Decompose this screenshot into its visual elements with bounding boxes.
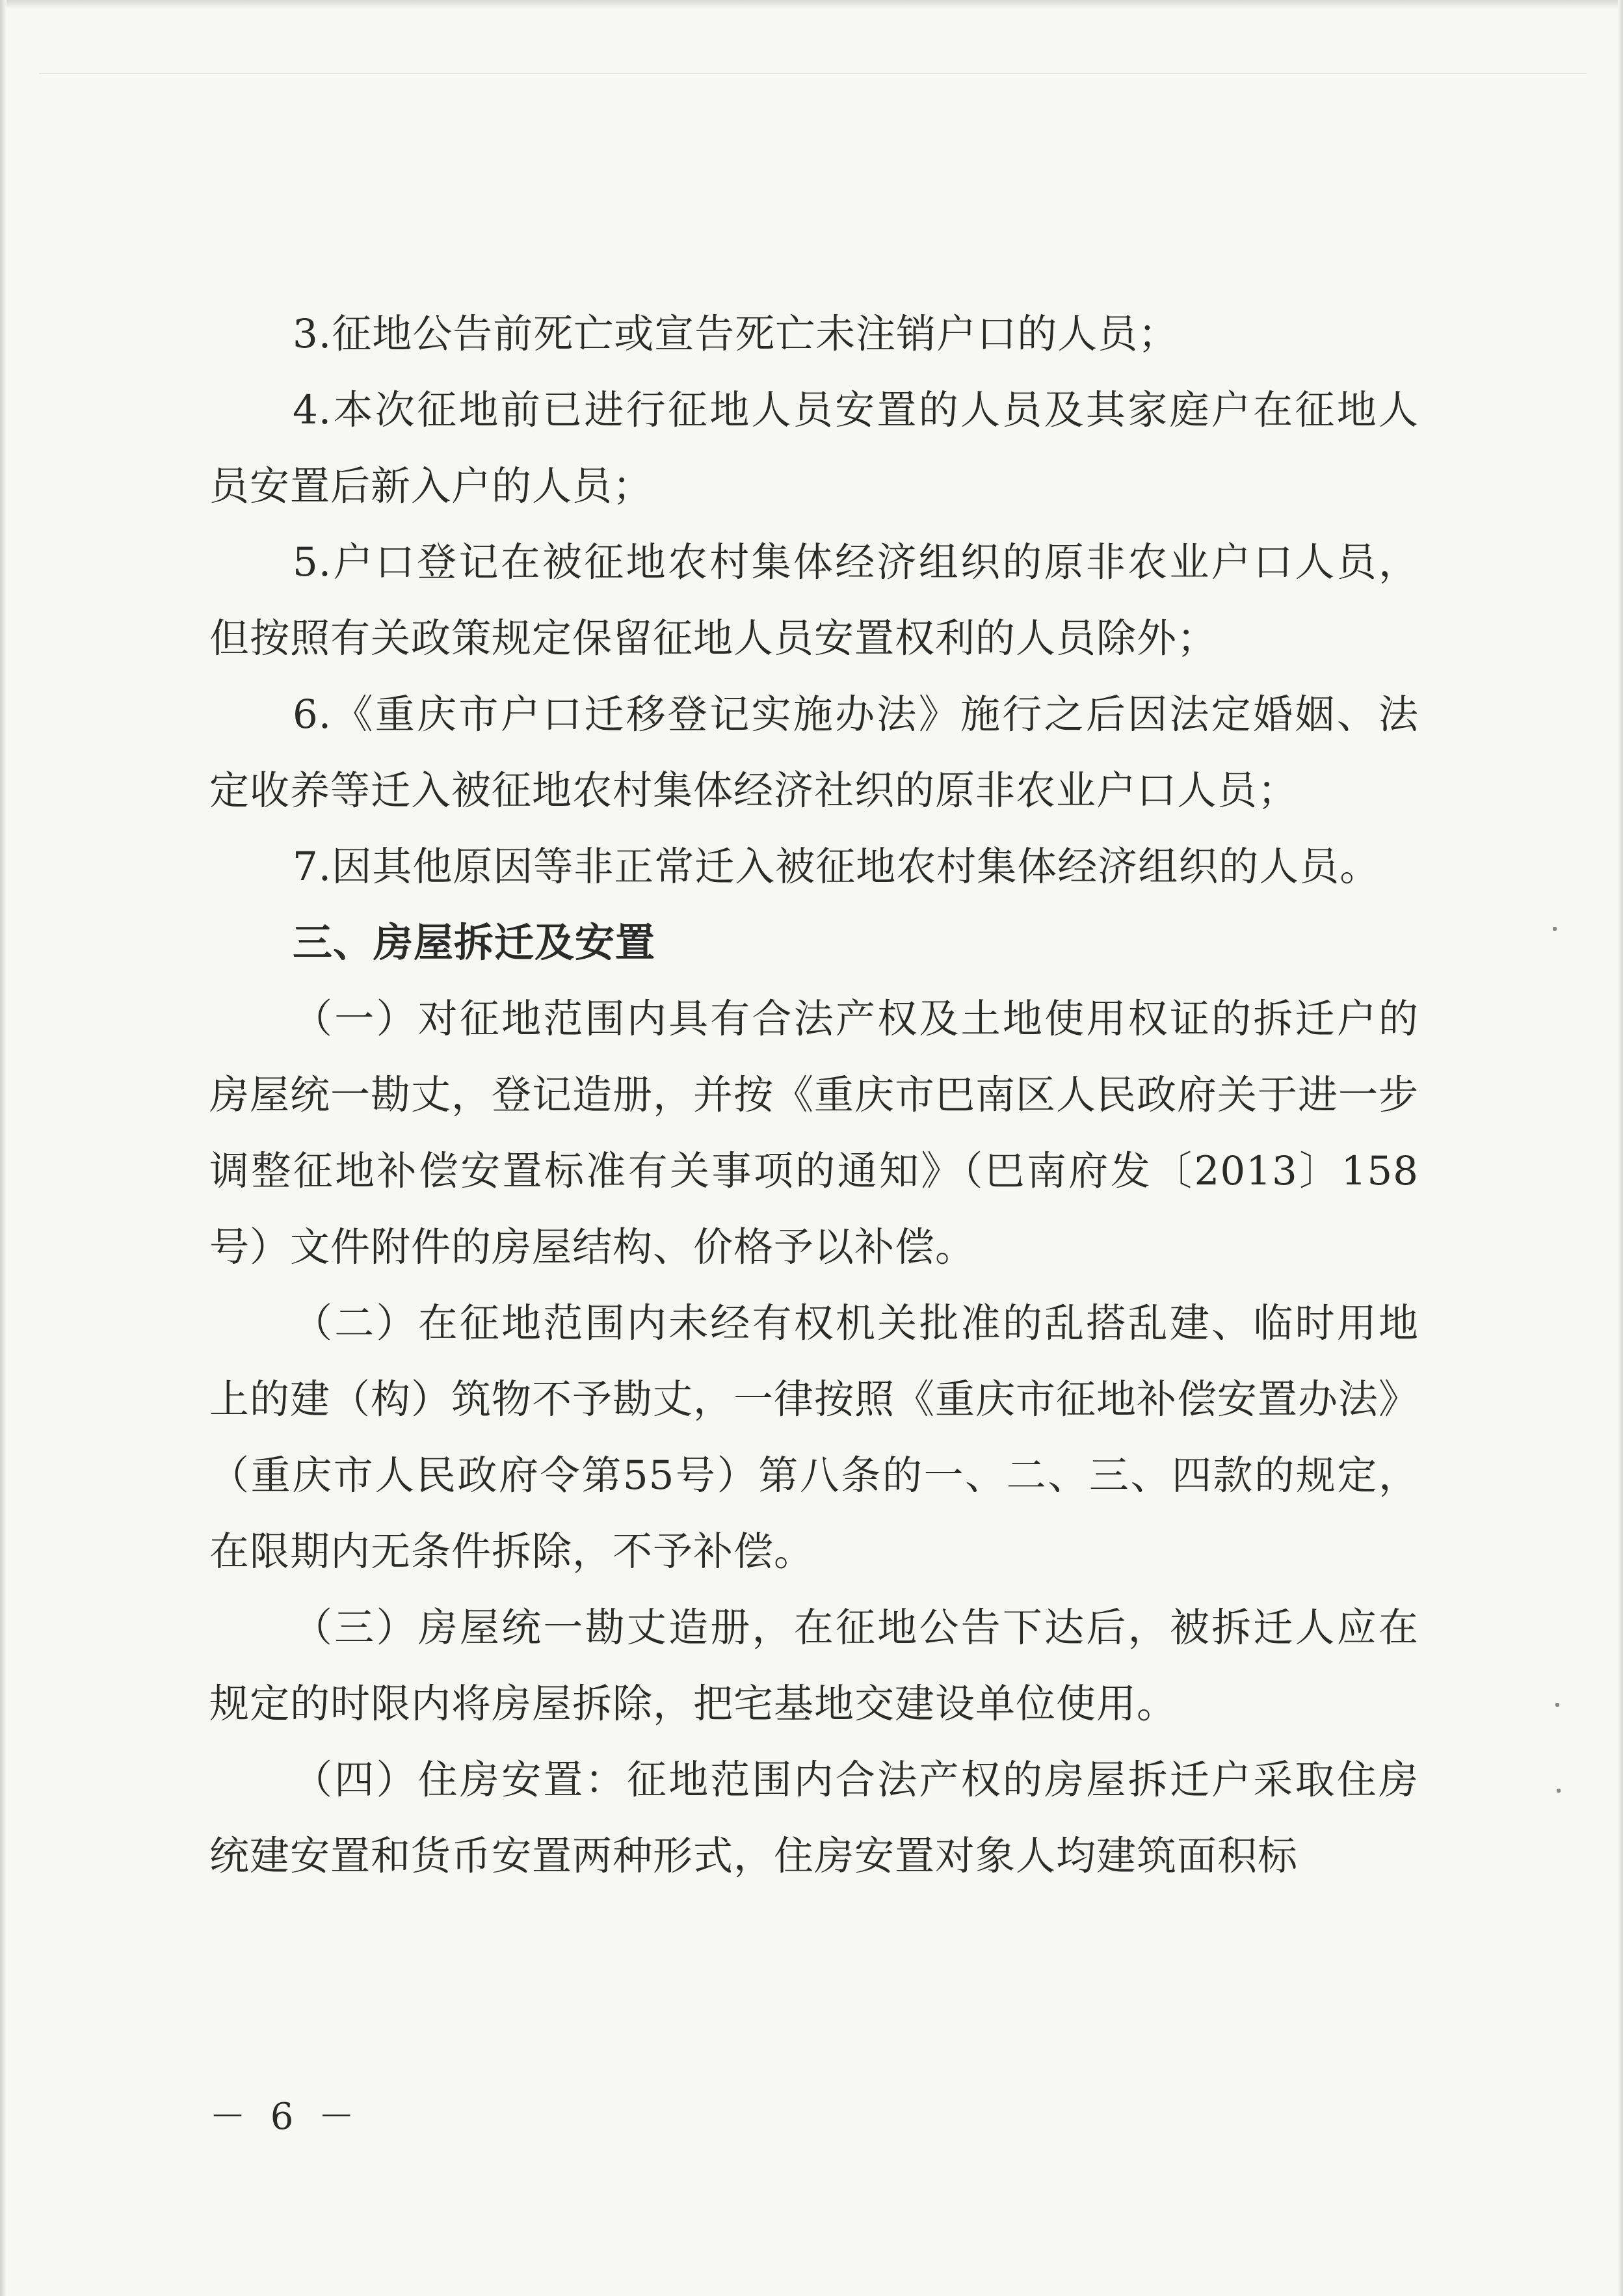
scan-speck bbox=[1555, 1703, 1559, 1707]
list-item: 7.因其他原因等非正常迁入被征地农村集体经济组织的人员。 bbox=[293, 844, 1380, 890]
page-number: － 6 － bbox=[209, 2096, 362, 2138]
scan-edge bbox=[1618, 0, 1623, 2296]
section-heading: 三、房屋拆迁及安置 bbox=[293, 920, 656, 966]
list-item: 6.《重庆市户口迁移登记实施办法》施行之后因法定婚姻、法定收养等迁入被征地农村集体经济社织的原非农业户口人员； bbox=[209, 691, 1419, 814]
list-item: 3.征地公告前死亡或宣告死亡未注销户口的人员； bbox=[293, 311, 1179, 357]
scan-artifact-line bbox=[39, 73, 1587, 74]
clause-paragraph: （一）对征地范围内具有合法产权及土地使用权证的拆迁户的房屋统一勘丈，登记造册，并按《重庆市巴南区人民政府关于进一步调整征地补偿安置标准有关事项的通知》（巴南府发〔2013〕158号）文件附件的房屋结构、价格予以补偿。 bbox=[209, 996, 1419, 1270]
clause-paragraph: （三）房屋统一勘丈造册，在征地公告下达后，被拆迁人应在规定的时限内将房屋拆除，把宅基地交建设单位使用。 bbox=[209, 1605, 1419, 1727]
scan-speck bbox=[1557, 1789, 1561, 1793]
document-body bbox=[209, 296, 1419, 1894]
clause-paragraph: （二）在征地范围内未经有权机关批准的乱搭乱建、临时用地上的建（构）筑物不予勘丈，一律按照《重庆市征地补偿安置办法》（重庆市人民政府令第55号）第八条的一、二、三、四款的规定，在限期内无条件拆除，不予补偿。 bbox=[209, 1300, 1419, 1575]
scan-edge bbox=[0, 0, 1623, 9]
list-item: 5.户口登记在被征地农村集体经济组织的原非农业户口人员，但按照有关政策规定保留征地人员安置权利的人员除外； bbox=[209, 539, 1419, 661]
scan-speck bbox=[1553, 927, 1557, 931]
clause-paragraph: （四）住房安置：征地范围内合法产权的房屋拆迁户采取住房统建安置和货币安置两种形式，住房安置对象人均建筑面积标 bbox=[209, 1757, 1419, 1879]
scan-edge bbox=[0, 0, 7, 2296]
list-item: 4.本次征地前已进行征地人员安置的人员及其家庭户在征地人员安置后新入户的人员； bbox=[209, 387, 1419, 509]
